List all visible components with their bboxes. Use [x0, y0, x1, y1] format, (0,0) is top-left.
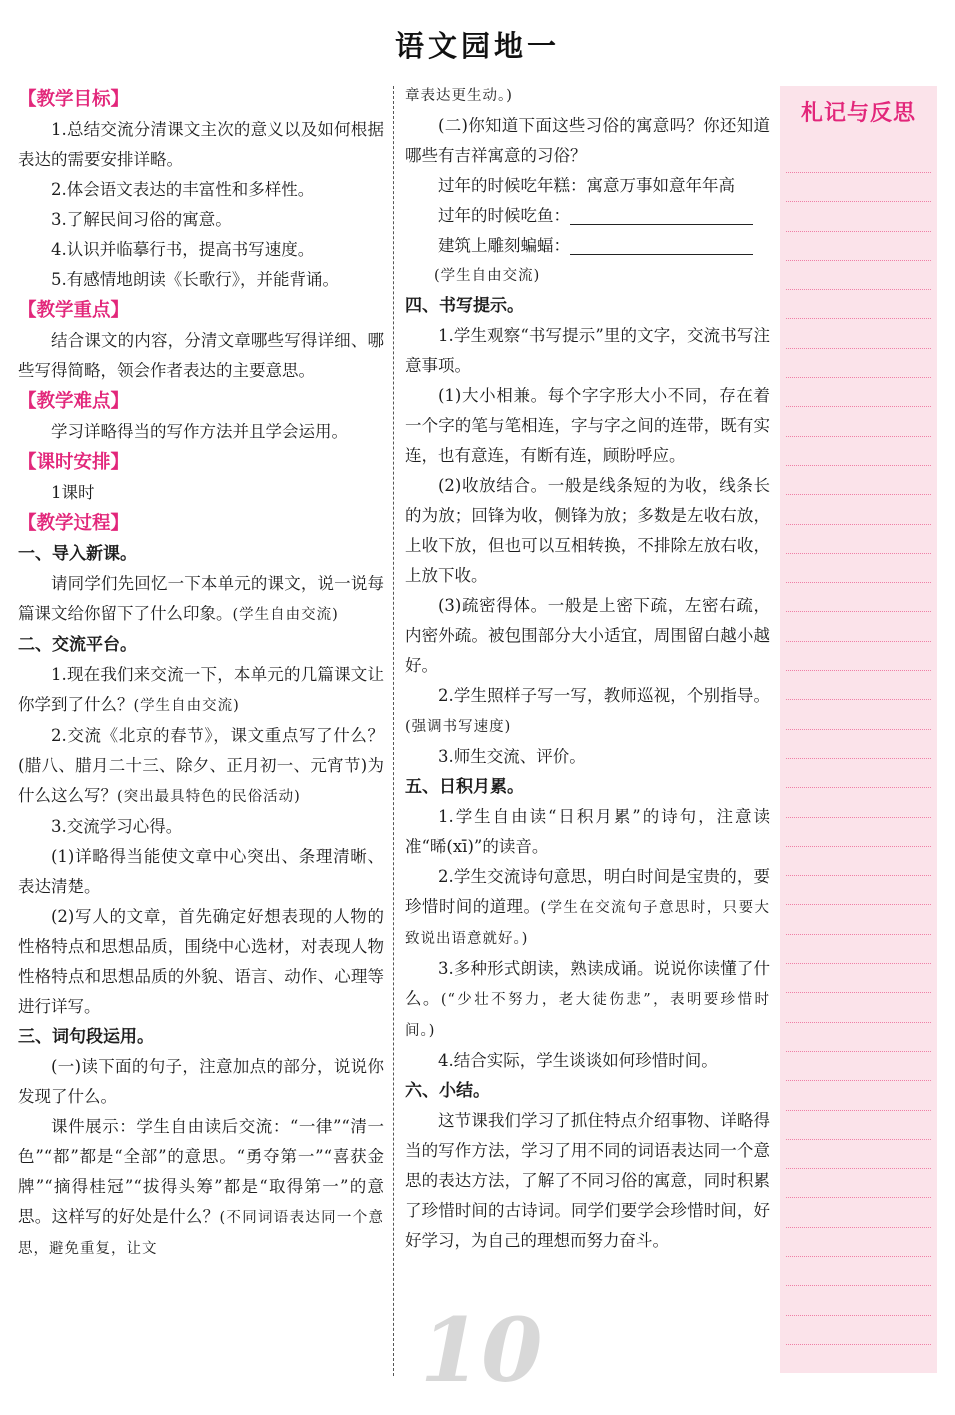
paragraph	[18, 569, 384, 630]
notes-lines	[780, 172, 937, 1345]
notes-writing-line	[786, 758, 931, 759]
notes-writing-line	[786, 582, 931, 583]
paragraph-text: 课件展示：学生自由读后交流：“一律”“清一色”“都”都是“全部”的意思。“勇夺第一”“喜获金牌”“摘得桂冠”“拔得头筹”都是“取得第一”的意思。这样写的好处是什么？	[18, 1117, 384, 1226]
paragraph	[18, 721, 384, 812]
custom-item	[405, 201, 770, 231]
paragraph	[405, 954, 770, 1046]
notes-writing-line	[786, 1256, 931, 1257]
paragraph-note: (学生自由交流)	[434, 268, 541, 284]
notes-writing-line	[786, 846, 931, 847]
teaching-focus-tag: 【教学重点】	[18, 300, 130, 321]
custom-label: 建筑上雕刻蝙蝠：	[438, 236, 570, 255]
paragraph: 3.交流学习心得。	[51, 817, 183, 836]
answer-blank[interactable]	[570, 234, 753, 255]
paragraph	[18, 660, 384, 721]
notes-panel-title: 札记与反思	[800, 101, 916, 126]
custom-item	[405, 231, 770, 261]
paragraph-note: (强调书写速度)	[405, 719, 512, 735]
goal-item: 2.体会语文表达的丰富性和多样性。	[51, 180, 315, 199]
paragraph-text: 请同学们先回忆一下本单元的课文，说一说每篇课文给你留下了什么印象。	[18, 574, 384, 623]
notes-writing-line	[786, 1110, 931, 1111]
notes-writing-line	[786, 465, 931, 466]
notes-writing-line	[786, 641, 931, 642]
paragraph-note: (学生自由交流)	[232, 607, 339, 623]
notes-writing-line	[786, 611, 931, 612]
paragraph-text: 为什么这么写？	[18, 756, 385, 805]
notes-writing-line	[786, 1344, 931, 1345]
paragraph	[18, 1112, 384, 1264]
notes-writing-line	[786, 963, 931, 964]
paragraph: (2)写人的文章，首先确定好想表现的人物的性格特点和思想品质，围绕中心选材，对表现人物性格特点和思想品质的外貌、语言、动作、心理等进行详写。	[18, 907, 384, 1016]
schedule-tag: 【课时安排】	[18, 452, 130, 473]
paragraph-text: 2.学生照样子写一写，教师巡视，个别指导。	[438, 686, 770, 705]
teaching-difficulty-text: 学习详略得当的写作方法并且学会运用。	[51, 422, 348, 441]
notes-writing-line	[786, 670, 931, 671]
notes-writing-line	[786, 904, 931, 905]
notes-writing-line	[786, 231, 931, 232]
paragraph	[405, 681, 770, 742]
notes-writing-line	[786, 787, 931, 788]
column-divider	[393, 86, 394, 1376]
notes-writing-line	[786, 201, 931, 202]
teaching-process-tag: 【教学过程】	[18, 513, 130, 534]
left-column	[18, 84, 384, 1264]
notes-writing-line	[786, 875, 931, 876]
page-title: 语文园地一	[394, 29, 560, 63]
notes-writing-line	[786, 553, 931, 554]
custom-item: 过年的时候吃年糕：寓意万事如意年年高	[438, 176, 735, 195]
section-heading: 四、书写提示。	[405, 296, 524, 316]
paragraph-text: 2.交流《北京的春节》，课文重点写了什么？	[51, 726, 384, 745]
notes-writing-line	[786, 318, 931, 319]
notes-writing-line	[786, 1227, 931, 1228]
paragraph: (二)你知道下面这些习俗的寓意吗？你还知道哪些有吉祥寓意的习俗？	[405, 116, 770, 165]
notes-writing-line	[786, 377, 931, 378]
paragraph-note: (“少壮不努力，老大徒伤悲”，表明要珍惜时间。)	[405, 992, 770, 1039]
paragraph: (3)疏密得体。一般是上密下疏，左密右疏，内密外疏。被包围部分大小适宜，周围留白越小越好。	[405, 596, 770, 675]
notes-writing-line	[786, 1080, 931, 1081]
paragraph-note: (学生在交流句子意思时，只要大致说出语意就好。)	[405, 900, 771, 947]
paragraph-text: 3.多种形式朗读，熟读成诵。说说你读懂了什么。	[405, 959, 770, 1008]
paragraph-text: 2.学生交流诗句意思，明白时间是宝贵的，要珍惜时间的道理。	[405, 867, 770, 916]
paragraph: (一)读下面的句子，注意加点的部分，说说你发现了什么。	[18, 1057, 384, 1106]
paragraph: 1.学生观察“书写提示”里的文字，交流书写注意事项。	[405, 326, 770, 375]
notes-writing-line	[786, 406, 931, 407]
notes-writing-line	[786, 348, 931, 349]
notes-writing-line	[786, 817, 931, 818]
notes-writing-line	[786, 1197, 931, 1198]
paragraph: (1)大小相兼。每个字字形大小不同，存在着一个字的笔与笔相连，字与字之间的连带，既有实连，也有意连，有断有连，顾盼呼应。	[405, 386, 770, 465]
notes-writing-line	[786, 172, 931, 173]
notes-writing-line	[786, 729, 931, 730]
paragraph-note: (突出最具特色的民俗活动)	[117, 789, 301, 805]
paragraph-note: (学生自由交流)	[133, 698, 240, 714]
section-heading: 三、词句段运用。	[18, 1027, 154, 1047]
continued-note: 章表达更生动。)	[405, 88, 513, 104]
notes-writing-line	[786, 1315, 931, 1316]
paragraph-text: 1.现在我们来交流一下，本单元的几篇课文让你学到了什么？	[18, 665, 384, 714]
paragraph: 3.师生交流、评价。	[438, 747, 586, 766]
notes-writing-line	[786, 1168, 931, 1169]
notes-writing-line	[786, 260, 931, 261]
paragraph-note: (不同词语表达同一个意思，避免重复，让文	[18, 1210, 385, 1257]
section-heading: 五、日积月累。	[405, 777, 524, 797]
paragraph: (1)详略得当能使文章中心突出、条理清晰、表达清楚。	[18, 847, 384, 896]
paragraph	[405, 862, 770, 954]
goal-item: 5.有感情地朗读《长歌行》，并能背诵。	[51, 270, 339, 289]
teaching-goal-tag: 【教学目标】	[18, 89, 130, 110]
paragraph-text: (腊八、腊月二十三、除夕、正月初一、元宵节)	[18, 756, 368, 775]
notes-writing-line	[786, 494, 931, 495]
notes-writing-line	[786, 436, 931, 437]
notes-writing-line	[786, 1139, 931, 1140]
section-heading: 六、小结。	[405, 1081, 490, 1101]
section-heading: 二、交流平台。	[18, 635, 137, 655]
answer-blank[interactable]	[570, 204, 753, 225]
notes-writing-line	[786, 289, 931, 290]
paragraph: 1.学生自由读“日积月累”的诗句，注意读准“晞(xī)”的读音。	[405, 807, 770, 856]
paragraph: 4.结合实际，学生谈谈如何珍惜时间。	[438, 1051, 718, 1070]
notes-writing-line	[786, 1051, 931, 1052]
teaching-focus-text: 结合课文的内容，分清文章哪些写得详细、哪些写得简略，领会作者表达的主要意思。	[18, 331, 384, 380]
notes-panel	[780, 86, 937, 1373]
middle-column	[405, 81, 770, 1256]
goal-item: 4.认识并临摹行书，提高书写速度。	[51, 240, 315, 259]
teaching-difficulty-tag: 【教学难点】	[18, 391, 130, 412]
notes-writing-line	[786, 934, 931, 935]
notes-writing-line	[786, 1285, 931, 1286]
goal-item: 1.总结交流分清课文主次的意义以及如何根据表达的需要安排详略。	[18, 120, 384, 169]
custom-label: 过年的时候吃鱼：	[438, 206, 570, 225]
notes-writing-line	[786, 699, 931, 700]
page-number: 10	[420, 1298, 543, 1402]
section-heading: 一、导入新课。	[18, 544, 137, 564]
notes-writing-line	[786, 524, 931, 525]
goal-item: 3.了解民间习俗的寓意。	[51, 210, 232, 229]
paragraph: (2)收放结合。一般是线条短的为收，线条长的为放；回锋为收，侧锋为放；多数是左收右放，上收下放，但也可以互相转换，不排除左放右收，上放下收。	[405, 476, 770, 585]
paragraph: 这节课我们学习了抓住特点介绍事物、详略得当的写作方法，学习了用不同的词语表达同一个意思的表达方法，了解了不同习俗的寓意，同时积累了珍惜时间的古诗词。同学们要学会珍惜时间，好好学习，为自己的理想而努力奋斗。	[405, 1111, 770, 1250]
notes-writing-line	[786, 992, 931, 993]
notes-writing-line	[786, 1022, 931, 1023]
schedule-text: 1课时	[51, 483, 95, 502]
